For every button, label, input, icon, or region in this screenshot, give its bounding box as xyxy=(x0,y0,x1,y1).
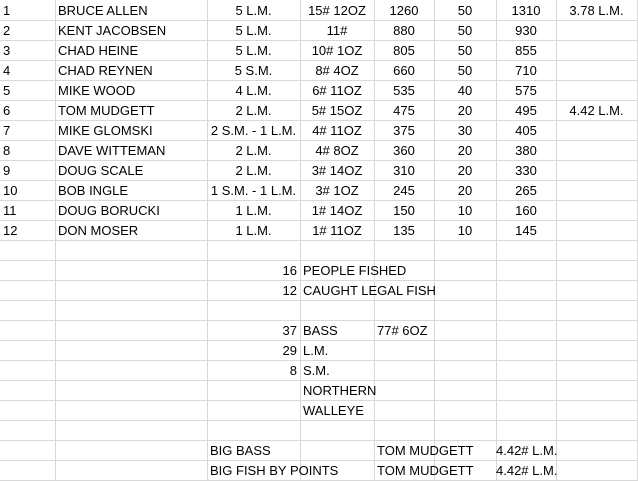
total-points-cell: 710 xyxy=(515,63,537,78)
angler-name-cell: DAVE WITTEMAN xyxy=(58,143,166,158)
weight-points-cell: 360 xyxy=(393,143,415,158)
place-cell: 5 xyxy=(3,83,11,98)
total-points-cell: 145 xyxy=(515,223,537,238)
angler-name-cell: MIKE WOOD xyxy=(58,83,136,98)
fish-count-cell: 5 S.M. xyxy=(234,63,273,78)
fish-points-cell: 20 xyxy=(457,143,473,158)
award-angler: TOM MUDGETT xyxy=(377,443,474,458)
angler-name-cell: TOM MUDGETT xyxy=(58,103,155,118)
angler-name-cell: BRUCE ALLEN xyxy=(58,3,148,18)
big-fish-cell xyxy=(556,81,637,101)
sm-label: S.M. xyxy=(303,363,330,378)
result-row xyxy=(0,21,638,41)
summary-row-bass xyxy=(0,321,638,341)
weight-points-cell: 150 xyxy=(393,203,415,218)
award-angler: TOM MUDGETT xyxy=(377,463,474,478)
summary-row-northern xyxy=(0,381,638,401)
place-cell: 2 xyxy=(3,23,11,38)
fish-points-cell: 50 xyxy=(457,3,473,18)
award-label: BIG FISH BY POINTS xyxy=(210,463,339,478)
fish-points-cell: 40 xyxy=(457,83,473,98)
bass-label: BASS xyxy=(303,323,338,338)
bass-count: 37 xyxy=(282,323,297,338)
weight-cell: 1# 14OZ xyxy=(311,203,363,218)
fish-points-cell: 20 xyxy=(457,163,473,178)
weight-cell: 15# 12OZ xyxy=(308,3,366,18)
fish-count-cell: 2 S.M. - 1 L.M. xyxy=(210,123,297,138)
place-cell: 3 xyxy=(3,43,11,58)
angler-name-cell: CHAD HEINE xyxy=(58,43,139,58)
big-fish-cell xyxy=(556,41,637,61)
weight-cell: 5# 15OZ xyxy=(311,103,363,118)
big-fish-cell xyxy=(556,181,637,201)
result-row xyxy=(0,121,638,141)
result-row xyxy=(0,81,638,101)
place-cell: 12 xyxy=(3,223,18,238)
fish-count-cell: 5 L.M. xyxy=(235,3,272,18)
total-points-cell: 930 xyxy=(515,23,537,38)
big-fish-cell xyxy=(556,21,637,41)
weight-points-cell: 310 xyxy=(393,163,415,178)
big-fish-cell: 3.78 L.M. xyxy=(569,3,624,18)
angler-name-cell: DON MOSER xyxy=(58,223,139,238)
total-points-cell: 405 xyxy=(515,123,537,138)
result-row xyxy=(0,221,638,241)
result-row xyxy=(0,181,638,201)
total-points-cell: 575 xyxy=(515,83,537,98)
summary-row-sm xyxy=(0,361,638,381)
fish-count-cell: 2 L.M. xyxy=(235,103,272,118)
result-row xyxy=(0,161,638,181)
place-cell: 1 xyxy=(3,3,11,18)
angler-name-cell: DOUG BORUCKI xyxy=(58,203,160,218)
big-fish-cell xyxy=(556,201,637,221)
fish-points-cell: 20 xyxy=(457,103,473,118)
big-fish-cell xyxy=(556,141,637,161)
result-row xyxy=(0,41,638,61)
place-cell: 7 xyxy=(3,123,11,138)
summary-row-walleye xyxy=(0,401,638,421)
fish-points-cell: 50 xyxy=(457,23,473,38)
result-row xyxy=(0,141,638,161)
fish-count-cell: 1 L.M. xyxy=(235,203,272,218)
weight-points-cell: 475 xyxy=(393,103,415,118)
angler-name-cell: KENT JACOBSEN xyxy=(58,23,167,38)
fish-count-cell: 5 L.M. xyxy=(235,43,272,58)
angler-name-cell: CHAD REYNEN xyxy=(58,63,153,78)
angler-name-cell: BOB INGLE xyxy=(58,183,129,198)
total-points-cell: 265 xyxy=(515,183,537,198)
award-value: 4.42# L.M. xyxy=(496,443,558,458)
result-row xyxy=(0,61,638,81)
weight-points-cell: 535 xyxy=(393,83,415,98)
bass-total-weight: 77# 6OZ xyxy=(377,323,428,338)
total-points-cell: 330 xyxy=(515,163,537,178)
place-cell: 9 xyxy=(3,163,11,178)
place-cell: 10 xyxy=(3,183,18,198)
fish-points-cell: 50 xyxy=(457,63,473,78)
fish-count-cell: 1 L.M. xyxy=(235,223,272,238)
weight-points-cell: 135 xyxy=(393,223,415,238)
fish-points-cell: 20 xyxy=(457,183,473,198)
weight-points-cell: 1260 xyxy=(389,3,419,18)
weight-cell: 8# 4OZ xyxy=(315,63,359,78)
place-cell: 6 xyxy=(3,103,11,118)
total-points-cell: 160 xyxy=(515,203,537,218)
weight-points-cell: 375 xyxy=(393,123,415,138)
big-fish-cell xyxy=(556,221,637,241)
northern-label: NORTHERN xyxy=(303,383,377,398)
summary-row-caught-legal xyxy=(0,281,638,301)
fish-count-cell: 1 S.M. - 1 L.M. xyxy=(210,183,297,198)
fish-count-cell: 4 L.M. xyxy=(235,83,272,98)
summary-row-people-fished xyxy=(0,261,638,281)
weight-cell: 3# 14OZ xyxy=(311,163,363,178)
weight-cell: 1# 11OZ xyxy=(312,223,362,238)
weight-points-cell: 660 xyxy=(393,63,415,78)
result-row xyxy=(0,201,638,221)
total-points-cell: 1310 xyxy=(511,3,541,18)
award-label: BIG BASS xyxy=(210,443,271,458)
weight-cell: 4# 8OZ xyxy=(315,143,359,158)
fish-count-cell: 2 L.M. xyxy=(235,163,272,178)
big-fish-cell xyxy=(556,161,637,181)
angler-name-cell: MIKE GLOMSKI xyxy=(58,123,153,138)
award-row-big-fish-by-points xyxy=(0,461,638,481)
fish-points-cell: 50 xyxy=(457,43,473,58)
weight-cell: 4# 11OZ xyxy=(312,123,362,138)
place-cell: 4 xyxy=(3,63,11,78)
place-cell: 11 xyxy=(3,203,17,218)
people-fished-label: PEOPLE FISHED xyxy=(303,263,407,278)
fish-count-cell: 5 L.M. xyxy=(235,23,272,38)
big-fish-cell xyxy=(556,121,637,141)
angler-name-cell: DOUG SCALE xyxy=(58,163,144,178)
award-row-big-bass xyxy=(0,441,638,461)
fish-points-cell: 10 xyxy=(457,223,473,238)
people-fished-count: 16 xyxy=(282,263,297,278)
weight-points-cell: 805 xyxy=(393,43,415,58)
walleye-label: WALLEYE xyxy=(303,403,364,418)
big-fish-cell: 4.42 L.M. xyxy=(569,103,624,118)
total-points-cell: 380 xyxy=(515,143,537,158)
result-row xyxy=(0,101,638,121)
place-cell: 8 xyxy=(3,143,11,158)
weight-cell: 10# 1OZ xyxy=(311,43,363,58)
lm-count: 29 xyxy=(282,343,297,358)
fish-points-cell: 10 xyxy=(457,203,473,218)
caught-legal-count: 12 xyxy=(282,283,297,298)
weight-cell: 11# xyxy=(326,23,348,38)
weight-points-cell: 245 xyxy=(393,183,415,198)
lm-label: L.M. xyxy=(303,343,329,358)
weight-points-cell: 880 xyxy=(393,23,415,38)
total-points-cell: 855 xyxy=(515,43,537,58)
weight-cell: 6# 11OZ xyxy=(312,83,362,98)
total-points-cell: 495 xyxy=(515,103,537,118)
fish-count-cell: 2 L.M. xyxy=(235,143,272,158)
award-value: 4.42# L.M. xyxy=(496,463,558,478)
result-row xyxy=(0,1,638,21)
sm-count: 8 xyxy=(289,363,297,378)
weight-cell: 3# 1OZ xyxy=(315,183,359,198)
fish-points-cell: 30 xyxy=(457,123,473,138)
summary-row-lm xyxy=(0,341,638,361)
big-fish-cell xyxy=(556,61,637,81)
caught-legal-label: CAUGHT LEGAL FISH xyxy=(303,283,436,298)
